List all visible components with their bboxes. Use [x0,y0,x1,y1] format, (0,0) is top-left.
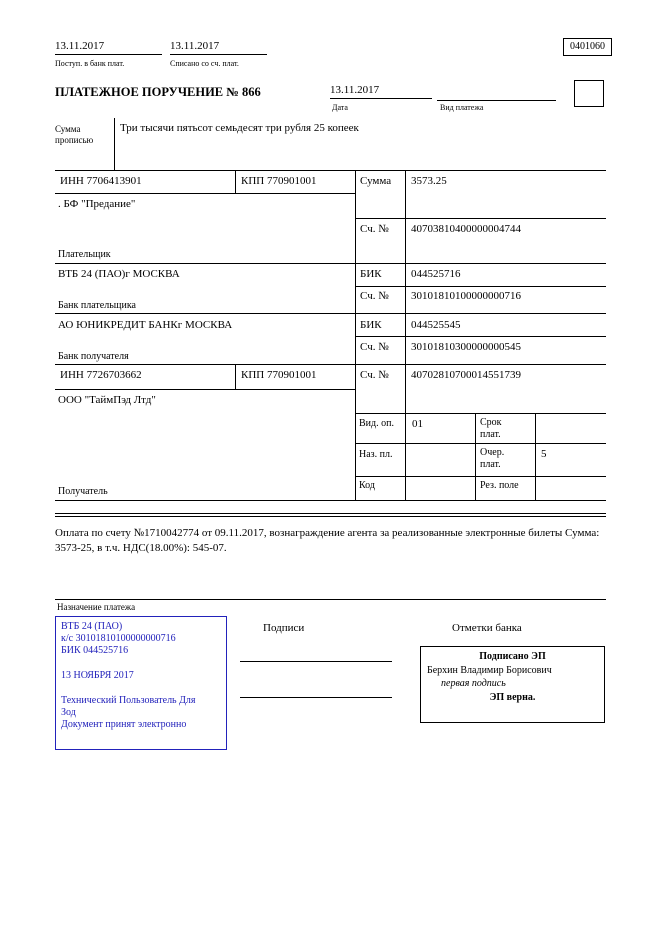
payee-label: Получатель [58,486,108,497]
bank-marks-label: Отметки банка [452,622,522,634]
status-box [574,80,604,107]
document-title: ПЛАТЕЖНОЕ ПОРУЧЕНИЕ № 866 [55,85,261,99]
table-line [55,364,606,365]
table-line [535,413,536,500]
payer-bank-name: ВТБ 24 (ПАО)г МОСКВА [58,268,180,280]
table-line [355,170,356,500]
amount-words-value: Три тысячи пятьсот семьдесят три рубля 25 копеек [120,122,359,134]
payer-bank-account-value: 30101810100000000716 [411,290,521,302]
divider [114,118,115,170]
separator-line [55,516,606,517]
bank-stamp [55,616,227,750]
payee-account-label: Сч. № [360,369,389,381]
date-received-label: Поступ. в банк плат. [55,59,125,68]
stamp-bik: БИК 044525716 [61,645,129,656]
table-line [235,364,236,389]
signatures-label: Подписи [263,622,305,634]
table-line [55,389,355,390]
ep-signer-name: Берхин Владимир Борисович [427,664,552,676]
payee-kpp: КПП 770901001 [241,369,317,381]
payee-bank-bik-label: БИК [360,319,382,331]
stamp-spacer [61,682,221,695]
stamp-bank-name: ВТБ 24 (ПАО) [61,621,123,632]
payer-bank-bik-value: 044525716 [411,268,461,280]
payment-type-line [437,100,556,101]
stamp-spacer [61,657,221,670]
priority-label: Очер. плат. [480,447,505,470]
table-line [355,476,606,477]
payee-bank-label: Банк получателя [58,351,129,362]
op-type-label: Вид. оп. [359,418,394,429]
payee-bank-account-label: Сч. № [360,341,389,353]
table-line [55,313,606,314]
ep-title: Подписано ЭП [479,651,546,662]
table-line [355,218,606,219]
payer-inn: ИНН 7706413901 [60,175,142,187]
stamp-accepted: Документ принят электронно [61,719,187,730]
payee-bank-bik-value: 044525545 [411,319,461,331]
table-line [55,500,606,501]
stamp-corr-account: к/с 30101810100000000716 [61,633,176,644]
priority-value: 5 [541,448,547,460]
payer-bank-bik-label: БИК [360,268,382,280]
payee-bank-name: АО ЮНИКРЕДИТ БАНКг МОСКВА [58,319,233,331]
payer-name: . БФ "Предание" [58,198,136,210]
table-line [355,413,606,414]
code-label: Код [359,480,375,491]
document-date-value: 13.11.2017 [330,84,432,99]
payer-label: Плательщик [58,249,111,260]
payment-type-label: Вид платежа [440,103,484,112]
stamp-date: 13 НОЯБРЯ 2017 [61,670,134,681]
signature-line [240,661,392,662]
payer-bank-label: Банк плательщика [58,300,136,311]
ep-role: первая подпись [441,678,506,689]
payee-inn: ИНН 7726703662 [60,369,142,381]
sum-value: 3573.25 [411,175,447,187]
ep-verified: ЭП верна. [489,691,536,703]
amount-words-label: Сумма прописью [55,124,94,145]
form-code-box: 0401060 [563,38,612,56]
ep-signature-box [420,646,605,723]
date-debited-label: Списано со сч. плат. [170,59,239,68]
reserve-field-label: Рез. поле [480,480,519,491]
purpose-text: Оплата по счету №1710042774 от 09.11.2017, вознаграждение агента за реализованные электронные билеты Сумма: 3573-25, в т.ч. НДС(18.00%): 545-07. [55,527,600,554]
signature-line [240,697,392,698]
table-line [405,170,406,500]
table-line [475,413,476,500]
op-type-value: 01 [412,418,423,430]
payment-term-label: Срок плат. [480,417,502,440]
sum-label: Сумма [360,175,392,187]
payer-account-label: Сч. № [360,223,389,235]
divider [55,599,606,600]
separator-line [55,513,606,514]
date-received-value: 13.11.2017 [55,40,162,55]
table-line [55,263,606,264]
stamp-user: Технический Пользователь Для Зод [61,695,196,718]
table-line [355,286,606,287]
purpose-code-label: Наз. пл. [359,449,393,460]
payee-account-value: 40702810700014551739 [411,369,521,381]
date-debited-value: 13.11.2017 [170,40,267,55]
table-line [355,336,606,337]
table-line [55,193,355,194]
payee-name: ООО "ТаймПэд Лтд" [58,394,156,406]
payee-bank-account-value: 30101810300000000545 [411,341,521,353]
table-line [355,443,606,444]
document-date-label: Дата [332,103,348,112]
table-line [235,170,236,193]
purpose-label: Назначение платежа [57,602,136,612]
payer-account-value: 40703810400000004744 [411,223,521,235]
payer-kpp: КПП 770901001 [241,175,317,187]
payer-bank-account-label: Сч. № [360,290,389,302]
divider [55,170,606,171]
